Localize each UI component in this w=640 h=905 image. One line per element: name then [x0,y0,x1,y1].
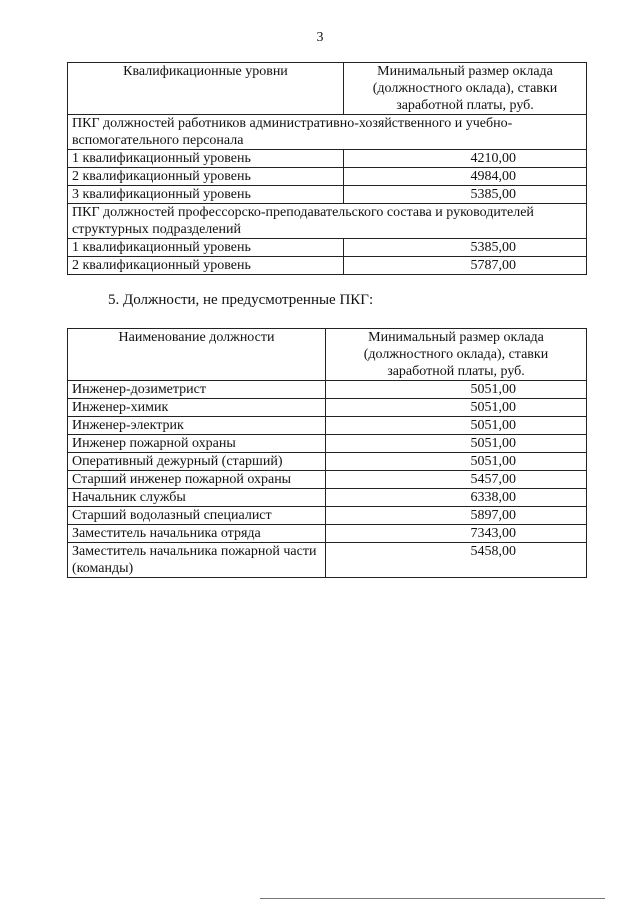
position-cell: Заместитель начальника отряда [68,525,326,543]
position-cell: Старший водолазный специалист [68,507,326,525]
level-cell: 2 квалификационный уровень [68,168,344,186]
position-cell: Заместитель начальника пожарной части (команды) [68,543,326,578]
section-heading: 5. Должности, не предусмотренные ПКГ: [108,292,374,308]
qualification-levels-table [67,62,587,275]
group-title: ПКГ должностей профессорско-преподавательского состава и руководителей структурных подразделений [68,204,587,239]
group-title: ПКГ должностей работников административно-хозяйственного и учебно-вспомогательного персонала [68,115,587,150]
page-number: 3 [316,30,324,45]
table-row [68,239,587,257]
value-cell: 5787,00 [344,257,587,275]
value-cell: 5051,00 [326,435,587,453]
table-row [68,381,587,399]
value-cell: 5385,00 [344,186,587,204]
position-cell: Инженер-электрик [68,417,326,435]
position-cell: Инженер пожарной охраны [68,435,326,453]
position-cell: Старший инженер пожарной охраны [68,471,326,489]
table-row [68,453,587,471]
column-header-levels: Квалификационные уровни [68,63,344,115]
value-cell: 5051,00 [326,381,587,399]
position-cell: Начальник службы [68,489,326,507]
table-row [68,435,587,453]
column-header-salary: Минимальный размер оклада (должностного оклада), ставки заработной платы, руб. [326,329,587,381]
table-header-row [68,329,587,381]
value-cell: 4984,00 [344,168,587,186]
value-cell: 7343,00 [326,525,587,543]
table-row [68,257,587,275]
column-header-position: Наименование должности [68,329,326,381]
value-cell: 5051,00 [326,417,587,435]
level-cell: 3 квалификационный уровень [68,186,344,204]
positions-table [67,328,587,578]
table-row [68,417,587,435]
position-cell: Инженер-дозиметрист [68,381,326,399]
value-cell: 5051,00 [326,399,587,417]
value-cell: 5457,00 [326,471,587,489]
table-row [68,399,587,417]
table-row [68,186,587,204]
value-cell: 5458,00 [326,543,587,578]
table-row [68,168,587,186]
value-cell: 6338,00 [326,489,587,507]
table-row [68,489,587,507]
value-cell: 5051,00 [326,453,587,471]
value-cell: 4210,00 [344,150,587,168]
page-edge-divider [260,898,605,899]
level-cell: 1 квалификационный уровень [68,239,344,257]
column-header-salary: Минимальный размер оклада (должностного оклада), ставки заработной платы, руб. [344,63,587,115]
table-row [68,525,587,543]
table-row [68,507,587,525]
value-cell: 5897,00 [326,507,587,525]
table-row [68,471,587,489]
level-cell: 2 квалификационный уровень [68,257,344,275]
table-header-row [68,63,587,115]
position-cell: Оперативный дежурный (старший) [68,453,326,471]
table-row [68,543,587,578]
value-cell: 5385,00 [344,239,587,257]
group-title-row [68,115,587,150]
group-title-row [68,204,587,239]
level-cell: 1 квалификационный уровень [68,150,344,168]
position-cell: Инженер-химик [68,399,326,417]
table-row [68,150,587,168]
